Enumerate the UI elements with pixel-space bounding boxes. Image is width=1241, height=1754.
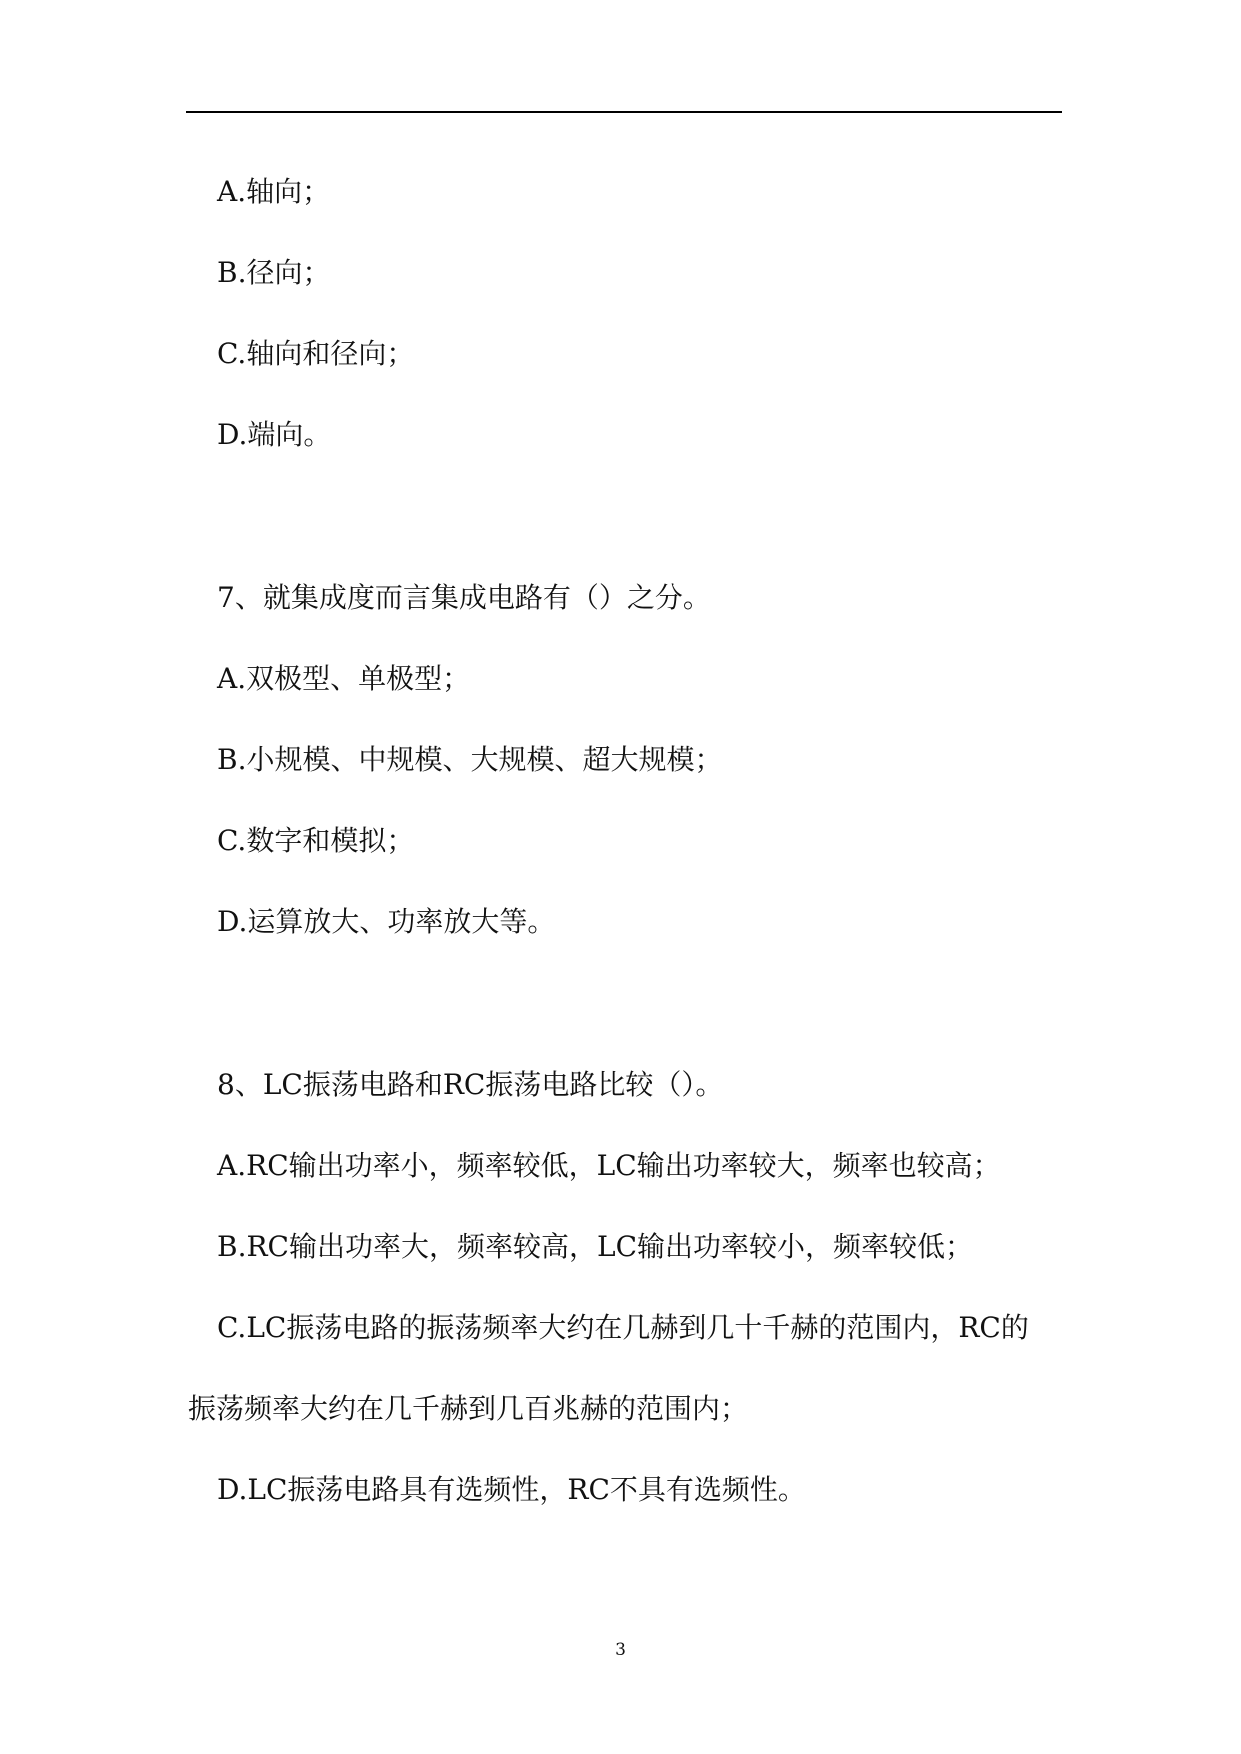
q8-option-a: A.RC输出功率小，频率较低，LC输出功率较大，频率也较高；	[217, 1149, 1001, 1182]
q8-option-b: B.RC输出功率大，频率较高，LC输出功率较小，频率较低；	[217, 1230, 974, 1263]
page-number: 3	[615, 1640, 626, 1660]
q6-option-b: B.径向；	[217, 256, 331, 289]
q8-stem: 8、LC振荡电路和RC振荡电路比较（）。	[217, 1068, 724, 1101]
q6-option-c: C.轴向和径向；	[217, 337, 415, 370]
q7-option-b: B.小规模、中规模、大规模、超大规模；	[217, 743, 723, 776]
q7-option-d: D.运算放大、功率放大等。	[217, 905, 556, 938]
q6-option-a: A.轴向；	[217, 175, 331, 208]
q6-option-d: D.端向。	[217, 418, 332, 451]
header-rule	[186, 111, 1062, 113]
q8-option-c: C.LC振荡电路的振荡频率大约在几赫到几十千赫的范围内，RC的	[217, 1311, 1029, 1344]
q8-option-d: D.LC振荡电路具有选频性，RC不具有选频性。	[217, 1473, 806, 1506]
q8-option-c-continued: 振荡频率大约在几千赫到几百兆赫的范围内；	[188, 1392, 749, 1425]
q7-stem: 7、就集成度而言集成电路有（）之分。	[217, 581, 711, 614]
q7-option-c: C.数字和模拟；	[217, 824, 415, 857]
q7-option-a: A.双极型、单极型；	[217, 662, 471, 695]
